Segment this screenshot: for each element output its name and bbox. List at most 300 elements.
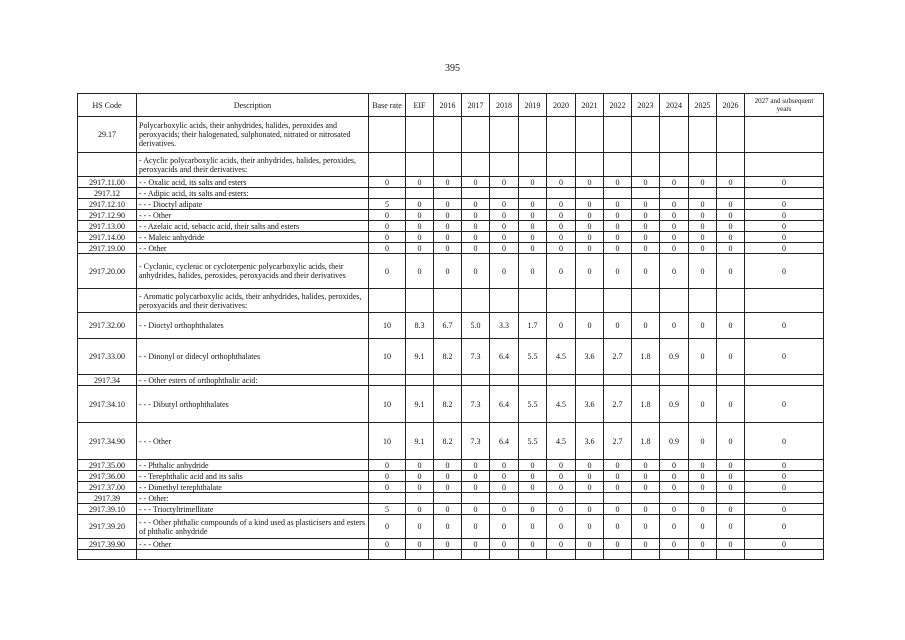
table-row xyxy=(78,471,824,482)
rate-cell: 0 xyxy=(434,221,462,232)
rate-cell: 0 xyxy=(547,313,576,339)
rate-cell: 0 xyxy=(604,539,632,550)
rate-cell: 0 xyxy=(576,313,604,339)
rate-cell xyxy=(369,375,406,386)
rate-cell: 0 xyxy=(369,221,406,232)
rate-cell: 0 xyxy=(369,482,406,493)
rate-cell: 0 xyxy=(745,482,824,493)
rate-cell: 0 xyxy=(406,471,434,482)
rate-cell: 0 xyxy=(519,254,547,289)
hs-code-cell xyxy=(78,550,137,560)
rate-cell: 0 xyxy=(632,243,660,254)
rate-cell: 0 xyxy=(406,539,434,550)
hs-code-cell: 2917.32.00 xyxy=(78,313,137,339)
rate-cell: 10 xyxy=(369,423,406,460)
rate-cell: 0 xyxy=(462,199,490,210)
rate-cell: 0 xyxy=(369,460,406,471)
table-row xyxy=(78,515,824,539)
rate-cell: 0 xyxy=(604,482,632,493)
rate-cell: 0 xyxy=(745,221,824,232)
description-cell: - - - Other xyxy=(137,210,369,221)
table-row xyxy=(78,199,824,210)
hs-code-cell xyxy=(78,153,137,177)
rate-cell: 0 xyxy=(462,221,490,232)
rate-cell: 0 xyxy=(660,254,689,289)
table-row xyxy=(78,493,824,504)
rate-cell xyxy=(689,188,717,199)
rate-cell: 0 xyxy=(717,460,745,471)
hs-code-cell: 2917.12.10 xyxy=(78,199,137,210)
rate-cell: 10 xyxy=(369,339,406,375)
column-header: 2018 xyxy=(490,94,519,117)
rate-cell xyxy=(369,550,406,560)
description-cell: - - - Other xyxy=(137,539,369,550)
column-header: HS Code xyxy=(78,94,137,117)
rate-cell: 0 xyxy=(547,254,576,289)
rate-cell xyxy=(632,375,660,386)
rate-cell: 0 xyxy=(547,515,576,539)
rate-cell: 0 xyxy=(406,482,434,493)
rate-cell: 0 xyxy=(576,539,604,550)
rate-cell: 0 xyxy=(660,471,689,482)
rate-cell: 0 xyxy=(519,177,547,188)
column-header: 2016 xyxy=(434,94,462,117)
rate-cell: 0 xyxy=(632,471,660,482)
rate-cell: 4.5 xyxy=(547,423,576,460)
rate-cell: 0.9 xyxy=(660,386,689,423)
description-cell xyxy=(137,550,369,560)
rate-cell: 0 xyxy=(604,199,632,210)
rate-cell: 0 xyxy=(689,471,717,482)
rate-cell: 0 xyxy=(462,243,490,254)
description-cell: - - Oxalic acid, its salts and esters xyxy=(137,177,369,188)
rate-cell xyxy=(745,375,824,386)
rate-cell: 0 xyxy=(434,504,462,515)
rate-cell: 0 xyxy=(576,254,604,289)
rate-cell: 0 xyxy=(717,471,745,482)
rate-cell: 0 xyxy=(462,254,490,289)
rate-cell: 0 xyxy=(717,339,745,375)
rate-cell xyxy=(632,289,660,313)
rate-cell: 0 xyxy=(717,232,745,243)
rate-cell: 0 xyxy=(717,254,745,289)
rate-cell: 0 xyxy=(689,254,717,289)
rate-cell xyxy=(604,493,632,504)
rate-cell xyxy=(660,550,689,560)
rate-cell: 0 xyxy=(547,232,576,243)
rate-cell: 0 xyxy=(547,210,576,221)
rate-cell: 0 xyxy=(717,423,745,460)
column-header: 2022 xyxy=(604,94,632,117)
rate-cell xyxy=(434,117,462,153)
rate-cell: 9.1 xyxy=(406,386,434,423)
table-row xyxy=(78,188,824,199)
rate-cell: 0 xyxy=(576,515,604,539)
rate-cell: 0 xyxy=(689,199,717,210)
rate-cell xyxy=(434,153,462,177)
table-row xyxy=(78,550,824,560)
rate-cell xyxy=(660,117,689,153)
rate-cell: 0 xyxy=(369,254,406,289)
column-header: 2023 xyxy=(632,94,660,117)
rate-cell xyxy=(490,117,519,153)
rate-cell xyxy=(519,153,547,177)
rate-cell: 3.6 xyxy=(576,386,604,423)
rate-cell xyxy=(660,153,689,177)
rate-cell: 6.4 xyxy=(490,386,519,423)
rate-cell: 0 xyxy=(660,177,689,188)
rate-cell: 0 xyxy=(576,460,604,471)
rate-cell xyxy=(689,375,717,386)
rate-cell: 0 xyxy=(689,210,717,221)
rate-cell xyxy=(576,188,604,199)
rate-cell: 9.1 xyxy=(406,423,434,460)
rate-cell: 0 xyxy=(519,460,547,471)
rate-cell xyxy=(406,117,434,153)
rate-cell: 0 xyxy=(434,210,462,221)
rate-cell: 0 xyxy=(490,210,519,221)
description-cell: Polycarboxylic acids, their anhydrides, halides, peroxides and peroxyacids; their halogenated, sulphonated, nitrated or nitrosated derivatives. xyxy=(137,117,369,153)
rate-cell xyxy=(462,117,490,153)
rate-cell: 0 xyxy=(576,243,604,254)
rate-cell: 0 xyxy=(717,313,745,339)
rate-cell: 0 xyxy=(689,386,717,423)
rate-cell: 2.7 xyxy=(604,423,632,460)
hs-code-cell: 2917.19.00 xyxy=(78,243,137,254)
rate-cell: 0 xyxy=(745,313,824,339)
rate-cell xyxy=(632,550,660,560)
rate-cell: 6.4 xyxy=(490,339,519,375)
rate-cell xyxy=(547,153,576,177)
rate-cell xyxy=(576,493,604,504)
rate-cell: 0 xyxy=(406,210,434,221)
rate-cell xyxy=(519,375,547,386)
rate-cell: 0 xyxy=(406,221,434,232)
rate-cell: 8.3 xyxy=(406,313,434,339)
table-row xyxy=(78,539,824,550)
rate-cell xyxy=(547,188,576,199)
rate-cell: 1.8 xyxy=(632,386,660,423)
rate-cell xyxy=(717,289,745,313)
rate-cell: 0 xyxy=(745,199,824,210)
table-row xyxy=(78,243,824,254)
rate-cell: 0 xyxy=(462,515,490,539)
rate-cell: 0 xyxy=(519,504,547,515)
hs-code-cell: 2917.12 xyxy=(78,188,137,199)
hs-code-cell: 2917.39.10 xyxy=(78,504,137,515)
rate-cell: 0 xyxy=(462,460,490,471)
rate-cell: 0 xyxy=(369,539,406,550)
column-header: 2026 xyxy=(717,94,745,117)
rate-cell: 0 xyxy=(519,210,547,221)
rate-cell: 0 xyxy=(434,199,462,210)
rate-cell: 0 xyxy=(490,243,519,254)
rate-cell: 0 xyxy=(406,199,434,210)
hs-code-cell: 2917.33.00 xyxy=(78,339,137,375)
rate-cell: 0 xyxy=(632,199,660,210)
rate-cell xyxy=(632,153,660,177)
rate-cell: 0 xyxy=(689,423,717,460)
rate-cell: 0 xyxy=(490,515,519,539)
rate-cell: 0 xyxy=(632,539,660,550)
rate-cell: 0 xyxy=(519,515,547,539)
description-cell: - - - Dioctyl adipate xyxy=(137,199,369,210)
rate-cell xyxy=(660,289,689,313)
rate-cell: 0 xyxy=(632,313,660,339)
rate-cell: 0 xyxy=(462,471,490,482)
rate-cell: 0 xyxy=(604,177,632,188)
rate-cell xyxy=(519,550,547,560)
rate-cell: 0 xyxy=(576,232,604,243)
rate-cell: 10 xyxy=(369,386,406,423)
rate-cell: 0 xyxy=(434,471,462,482)
rate-cell xyxy=(490,493,519,504)
rate-cell xyxy=(660,188,689,199)
rate-cell: 0 xyxy=(689,460,717,471)
rate-cell: 0 xyxy=(576,471,604,482)
rate-cell: 0 xyxy=(490,471,519,482)
rate-cell: 0 xyxy=(604,243,632,254)
rate-cell: 0 xyxy=(717,177,745,188)
rate-cell: 0 xyxy=(717,539,745,550)
rate-cell: 0 xyxy=(717,482,745,493)
rate-cell: 0 xyxy=(717,515,745,539)
rate-cell: 0 xyxy=(604,221,632,232)
rate-cell: 0 xyxy=(604,471,632,482)
table-row xyxy=(78,221,824,232)
table-row xyxy=(78,117,824,153)
rate-cell: 1.8 xyxy=(632,423,660,460)
rate-cell: 0 xyxy=(434,460,462,471)
rate-cell: 0 xyxy=(519,243,547,254)
rate-cell: 0 xyxy=(547,460,576,471)
rate-cell xyxy=(462,289,490,313)
rate-cell: 0 xyxy=(689,539,717,550)
rate-cell: 0 xyxy=(689,177,717,188)
description-cell: - - Adipic acid, its salts and esters: xyxy=(137,188,369,199)
table-row xyxy=(78,289,824,313)
rate-cell: 0 xyxy=(406,243,434,254)
rate-cell xyxy=(689,117,717,153)
rate-cell xyxy=(745,550,824,560)
rate-cell: 5 xyxy=(369,199,406,210)
rate-cell xyxy=(519,188,547,199)
rate-cell xyxy=(576,289,604,313)
rate-cell: 0 xyxy=(660,243,689,254)
description-cell: - Aromatic polycarboxylic acids, their anhydrides, halides, peroxides, peroxyacids and their derivatives: xyxy=(137,289,369,313)
rate-cell: 0 xyxy=(434,515,462,539)
description-cell: - Acyclic polycarboxylic acids, their anhydrides, halides, peroxides, peroxyacids and their derivatives: xyxy=(137,153,369,177)
rate-cell: 5.5 xyxy=(519,386,547,423)
rate-cell: 0 xyxy=(660,232,689,243)
hs-code-cell: 2917.13.00 xyxy=(78,221,137,232)
rate-cell: 8.2 xyxy=(434,423,462,460)
rate-cell: 0 xyxy=(490,199,519,210)
rate-cell xyxy=(745,117,824,153)
rate-cell: 0 xyxy=(660,515,689,539)
rate-cell: 0 xyxy=(745,177,824,188)
rate-cell: 0 xyxy=(689,482,717,493)
description-cell: - Cyclanic, cyclenic or cycloterpenic polycarboxylic acids, their anhydrides, halides, peroxides, peroxyacids and their derivatives xyxy=(137,254,369,289)
rate-cell: 0 xyxy=(519,482,547,493)
rate-cell: 0 xyxy=(632,232,660,243)
hs-code-cell: 2917.20.00 xyxy=(78,254,137,289)
description-cell: - - Phthalic anhydride xyxy=(137,460,369,471)
hs-code-cell: 29.17 xyxy=(78,117,137,153)
hs-code-cell: 2917.11.00 xyxy=(78,177,137,188)
rate-cell: 0 xyxy=(462,232,490,243)
rate-cell: 0 xyxy=(689,232,717,243)
rate-cell: 0 xyxy=(745,539,824,550)
rate-cell xyxy=(462,550,490,560)
rate-cell: 5.0 xyxy=(462,313,490,339)
description-cell: - - - Other xyxy=(137,423,369,460)
rate-cell xyxy=(717,153,745,177)
rate-cell xyxy=(717,188,745,199)
rate-cell: 7.3 xyxy=(462,423,490,460)
rate-cell: 0 xyxy=(576,210,604,221)
rate-cell: 10 xyxy=(369,313,406,339)
description-cell: - - Other: xyxy=(137,493,369,504)
rate-cell: 4.5 xyxy=(547,386,576,423)
page-number: 395 xyxy=(445,63,460,74)
rate-cell xyxy=(490,289,519,313)
rate-cell: 6.4 xyxy=(490,423,519,460)
rate-cell xyxy=(462,493,490,504)
rate-cell xyxy=(717,550,745,560)
rate-cell: 9.1 xyxy=(406,339,434,375)
rate-cell: 0 xyxy=(632,504,660,515)
rate-cell: 0 xyxy=(547,199,576,210)
rate-cell: 0 xyxy=(462,504,490,515)
rate-cell xyxy=(519,493,547,504)
rate-cell xyxy=(369,117,406,153)
rate-cell xyxy=(689,153,717,177)
description-cell: - - - Trioctyltrimellitate xyxy=(137,504,369,515)
rate-cell: 0 xyxy=(434,539,462,550)
rate-cell: 0 xyxy=(632,482,660,493)
rate-cell xyxy=(434,375,462,386)
rate-cell xyxy=(604,117,632,153)
table-row xyxy=(78,423,824,460)
hs-code-cell: 2917.34 xyxy=(78,375,137,386)
rate-cell xyxy=(369,188,406,199)
rate-cell: 0 xyxy=(490,539,519,550)
rate-cell: 0 xyxy=(406,504,434,515)
column-header: 2017 xyxy=(462,94,490,117)
rate-cell: 1.8 xyxy=(632,339,660,375)
rate-cell: 3.6 xyxy=(576,423,604,460)
rate-cell xyxy=(604,188,632,199)
rate-cell xyxy=(369,493,406,504)
rate-cell xyxy=(717,117,745,153)
rate-cell: 3.3 xyxy=(490,313,519,339)
rate-cell: 0 xyxy=(717,221,745,232)
rate-cell xyxy=(406,375,434,386)
rate-cell: 7.3 xyxy=(462,339,490,375)
rate-cell: 0 xyxy=(745,232,824,243)
rate-cell: 0 xyxy=(604,504,632,515)
rate-cell: 0 xyxy=(576,504,604,515)
rate-cell: 0 xyxy=(660,210,689,221)
rate-cell xyxy=(576,550,604,560)
rate-cell: 0 xyxy=(406,232,434,243)
rate-cell xyxy=(604,375,632,386)
rate-cell: 0 xyxy=(369,232,406,243)
table-row xyxy=(78,177,824,188)
rate-cell xyxy=(490,153,519,177)
rate-cell: 0 xyxy=(369,177,406,188)
rate-cell: 0 xyxy=(745,210,824,221)
rate-cell: 0 xyxy=(519,539,547,550)
rate-cell xyxy=(434,550,462,560)
rate-cell xyxy=(745,188,824,199)
rate-cell xyxy=(490,550,519,560)
rate-cell xyxy=(406,493,434,504)
rate-cell: 0 xyxy=(745,386,824,423)
column-header: EIF xyxy=(406,94,434,117)
description-cell: - - Other esters of orthophthalic acid: xyxy=(137,375,369,386)
table-body xyxy=(78,117,824,560)
rate-cell xyxy=(576,117,604,153)
description-cell: - - - Other phthalic compounds of a kind used as plasticisers and esters of phthalic anhydride xyxy=(137,515,369,539)
rate-cell: 0 xyxy=(406,515,434,539)
rate-cell xyxy=(689,289,717,313)
rate-cell: 0 xyxy=(632,515,660,539)
rate-cell: 0 xyxy=(490,177,519,188)
rate-cell: 0 xyxy=(462,539,490,550)
rate-cell: 8.2 xyxy=(434,339,462,375)
rate-cell: 0 xyxy=(490,254,519,289)
rate-cell xyxy=(745,153,824,177)
rate-cell xyxy=(576,375,604,386)
rate-cell: 4.5 xyxy=(547,339,576,375)
rate-cell: 0 xyxy=(547,482,576,493)
rate-cell: 0 xyxy=(547,221,576,232)
rate-cell: 0 xyxy=(576,482,604,493)
rate-cell: 0 xyxy=(519,471,547,482)
rate-cell xyxy=(604,550,632,560)
hs-code-cell: 2917.12.90 xyxy=(78,210,137,221)
rate-cell: 0 xyxy=(717,199,745,210)
hs-code-cell: 2917.39.20 xyxy=(78,515,137,539)
table-row xyxy=(78,339,824,375)
rate-cell: 0 xyxy=(689,504,717,515)
rate-cell: 5.5 xyxy=(519,423,547,460)
rate-cell xyxy=(434,289,462,313)
rate-cell: 3.6 xyxy=(576,339,604,375)
rate-cell: 0 xyxy=(604,515,632,539)
hs-code-cell: 2917.39 xyxy=(78,493,137,504)
rate-cell xyxy=(632,188,660,199)
column-header: 2025 xyxy=(689,94,717,117)
rate-cell: 0 xyxy=(462,177,490,188)
rate-cell: 0 xyxy=(689,313,717,339)
rate-cell: 0 xyxy=(745,254,824,289)
rate-cell xyxy=(689,493,717,504)
rate-cell xyxy=(369,289,406,313)
rate-cell: 0 xyxy=(632,254,660,289)
rate-cell xyxy=(462,188,490,199)
rate-cell: 0 xyxy=(745,471,824,482)
rate-cell: 0 xyxy=(745,515,824,539)
rate-cell xyxy=(490,188,519,199)
rate-cell xyxy=(406,188,434,199)
rate-cell: 0 xyxy=(660,199,689,210)
rate-cell: 0 xyxy=(660,482,689,493)
rate-cell: 0 xyxy=(369,515,406,539)
column-header: Description xyxy=(137,94,369,117)
